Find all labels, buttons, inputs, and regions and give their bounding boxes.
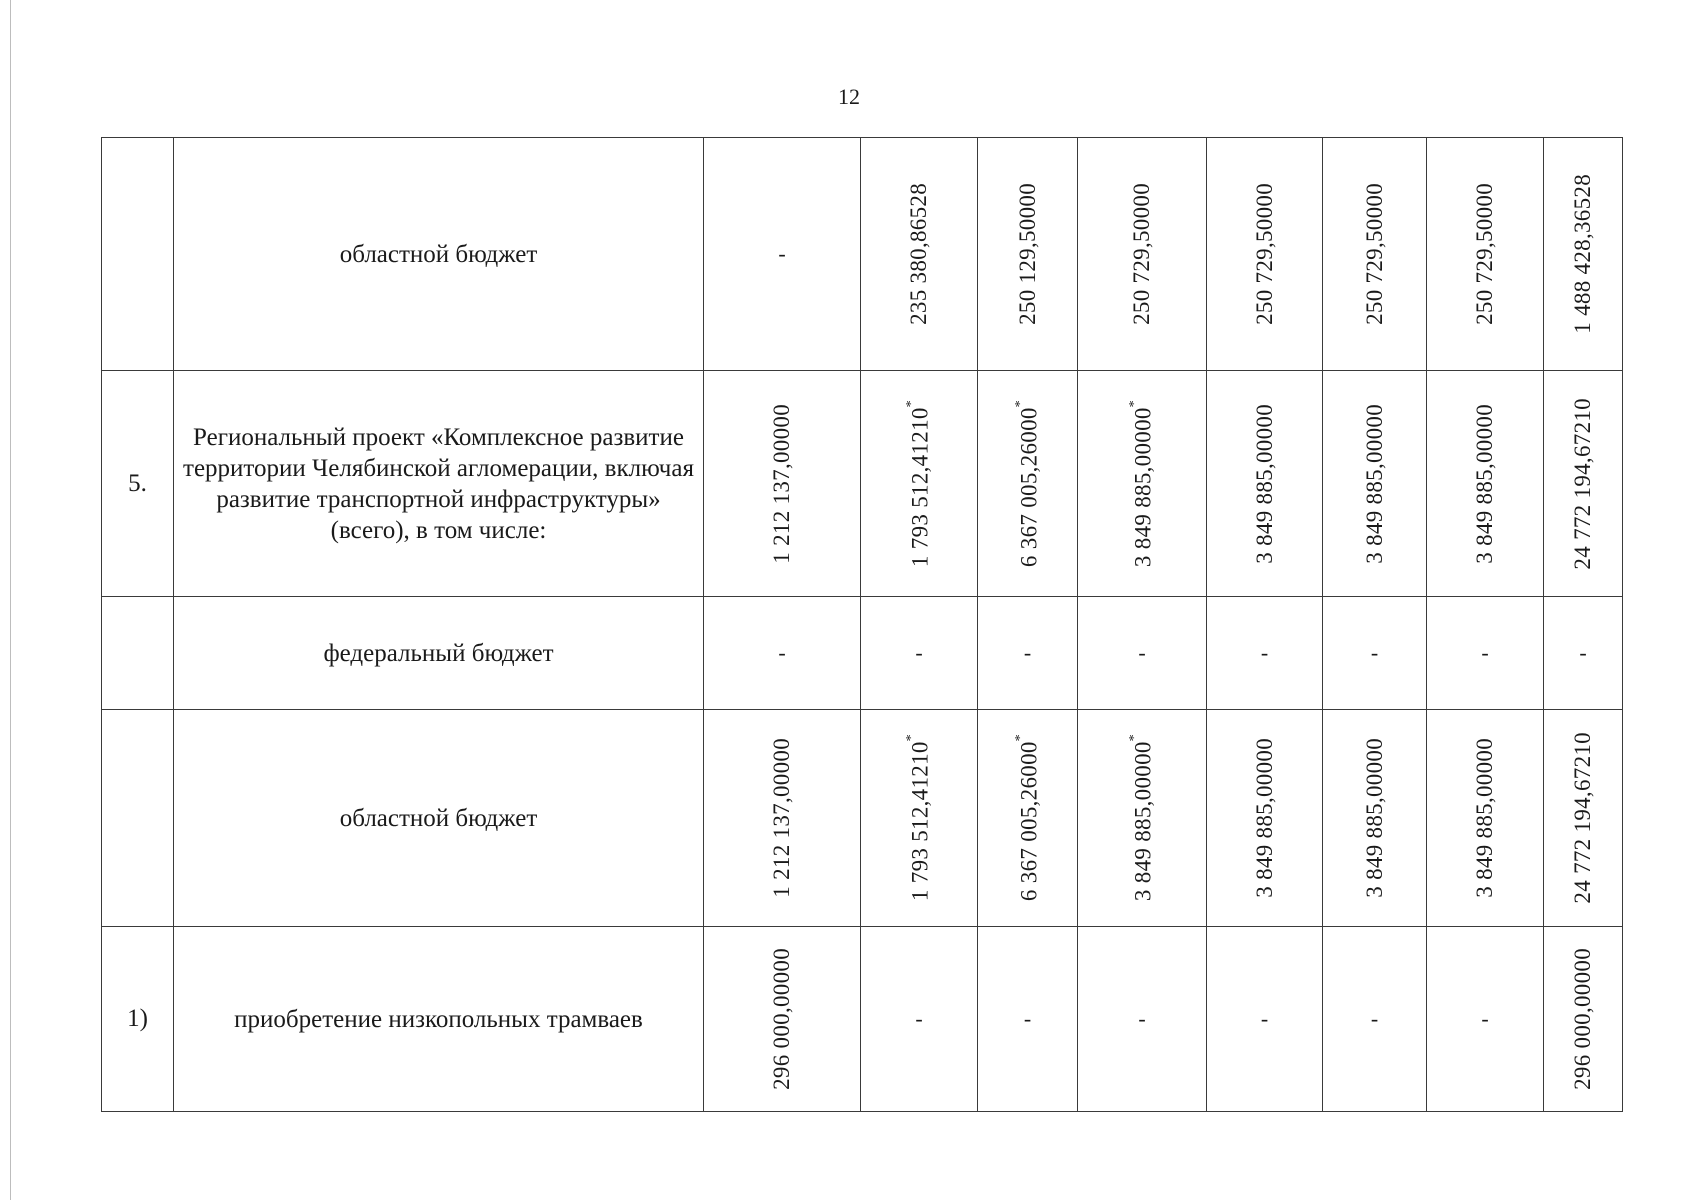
value-number: 6 367 005,26000 bbox=[1016, 741, 1042, 902]
dash-value: - bbox=[1579, 640, 1587, 665]
value-cell bbox=[1427, 371, 1544, 597]
value-number: 250 129,50000 bbox=[1014, 183, 1040, 325]
row-name: Региональный проект «Комплексное развитие территории Челябинской агломерации, включая развитие транспортной инфраструктуры» (всего), в том числе: bbox=[174, 371, 704, 597]
table-row bbox=[102, 371, 1623, 597]
row-number: 5. bbox=[102, 371, 174, 597]
value-cell bbox=[861, 138, 978, 371]
value-cell bbox=[861, 710, 978, 927]
value-number: 296 000,00000 bbox=[769, 948, 794, 1090]
row-name: федеральный бюджет bbox=[174, 597, 704, 710]
value-text bbox=[769, 948, 795, 1090]
value-cell bbox=[1207, 138, 1323, 371]
value-cell bbox=[1427, 138, 1544, 371]
value-text bbox=[1129, 183, 1155, 325]
value-text bbox=[1570, 732, 1596, 904]
dash-value: - bbox=[915, 640, 923, 665]
value-cell bbox=[861, 927, 978, 1112]
value-number: 3 849 885,00000 bbox=[1251, 403, 1277, 564]
row-number: 1) bbox=[102, 927, 174, 1112]
value-cell bbox=[978, 927, 1078, 1112]
value-cell bbox=[1544, 927, 1623, 1112]
value-number: 3 849 885,00000 bbox=[1361, 403, 1387, 564]
table-row bbox=[102, 597, 1623, 710]
row-number bbox=[102, 138, 174, 371]
value-cell bbox=[861, 597, 978, 710]
value-text bbox=[1472, 183, 1498, 325]
footnote-asterisk: * bbox=[904, 399, 920, 408]
value-cell bbox=[978, 138, 1078, 371]
value-number: 1 793 512,41210 bbox=[907, 407, 933, 568]
value-text bbox=[1252, 183, 1278, 325]
row-name: областной бюджет bbox=[174, 710, 704, 927]
dash-value: - bbox=[1370, 1006, 1379, 1031]
value-text bbox=[1570, 398, 1596, 570]
value-cell bbox=[978, 597, 1078, 710]
value-number: 24 772 194,67210 bbox=[1570, 397, 1595, 570]
table-row bbox=[102, 927, 1623, 1112]
value-text bbox=[1252, 738, 1278, 898]
dash-value: - bbox=[1023, 1006, 1032, 1031]
value-cell bbox=[1427, 927, 1544, 1112]
value-number: 3 849 885,00000 bbox=[1361, 738, 1387, 898]
value-cell bbox=[704, 138, 861, 371]
value-cell bbox=[1544, 138, 1623, 371]
value-cell bbox=[704, 371, 861, 597]
budget-table bbox=[101, 137, 1623, 1112]
dash-value: - bbox=[1370, 640, 1379, 665]
value-text bbox=[1013, 400, 1043, 567]
footnote-asterisk: * bbox=[1127, 399, 1143, 408]
dash-value: - bbox=[1138, 1006, 1146, 1031]
value-text bbox=[1252, 404, 1278, 564]
value-cell bbox=[978, 710, 1078, 927]
table-row bbox=[102, 710, 1623, 927]
row-name: приобретение низкопольных трамваев bbox=[174, 927, 704, 1112]
value-cell bbox=[1323, 710, 1427, 927]
value-text bbox=[769, 738, 795, 898]
table-row bbox=[102, 138, 1623, 371]
value-text bbox=[1570, 948, 1596, 1090]
value-number: 1 212 137,00000 bbox=[769, 738, 794, 898]
value-number: 3 849 885,00000 bbox=[1251, 738, 1277, 898]
footnote-asterisk: * bbox=[1012, 399, 1028, 408]
footnote-asterisk: * bbox=[1012, 734, 1028, 742]
value-cell bbox=[978, 371, 1078, 597]
value-number: 1 212 137,00000 bbox=[769, 403, 794, 564]
dash-value: - bbox=[1023, 640, 1032, 665]
value-number: 3 849 885,00000 bbox=[1130, 741, 1156, 902]
value-text bbox=[1362, 404, 1388, 564]
value-text bbox=[906, 183, 932, 325]
value-text bbox=[1472, 404, 1498, 564]
value-number: 3 849 885,00000 bbox=[1130, 407, 1156, 568]
footnote-asterisk: * bbox=[1127, 734, 1143, 742]
value-cell bbox=[704, 710, 861, 927]
value-cell bbox=[1078, 138, 1207, 371]
dash-value: - bbox=[915, 1006, 923, 1031]
dash-value: - bbox=[1481, 1006, 1489, 1031]
value-cell bbox=[704, 597, 861, 710]
value-number: 250 729,50000 bbox=[1251, 183, 1277, 325]
footnote-asterisk: * bbox=[904, 734, 920, 742]
value-cell bbox=[1207, 710, 1323, 927]
value-text bbox=[1127, 734, 1157, 901]
dash-value: - bbox=[778, 241, 786, 266]
value-text bbox=[1362, 183, 1388, 325]
value-text bbox=[904, 400, 934, 567]
page-number: 12 bbox=[838, 84, 860, 109]
value-text bbox=[904, 734, 934, 901]
dash-value: - bbox=[1138, 640, 1146, 665]
value-number: 3 849 885,00000 bbox=[1472, 403, 1497, 564]
value-number: 250 729,50000 bbox=[1129, 183, 1154, 325]
dash-value: - bbox=[1260, 640, 1269, 665]
value-cell bbox=[1427, 597, 1544, 710]
value-cell bbox=[1427, 710, 1544, 927]
dash-value: - bbox=[1481, 640, 1489, 665]
value-cell bbox=[1207, 371, 1323, 597]
value-cell bbox=[1544, 597, 1623, 710]
value-cell bbox=[1207, 597, 1323, 710]
value-number: 6 367 005,26000 bbox=[1016, 407, 1042, 568]
dash-value: - bbox=[1260, 1006, 1269, 1031]
value-text bbox=[1127, 400, 1157, 567]
value-text bbox=[1013, 734, 1043, 901]
value-number: 250 729,50000 bbox=[1472, 183, 1497, 325]
row-number bbox=[102, 710, 174, 927]
value-cell bbox=[1323, 597, 1427, 710]
value-text bbox=[1472, 738, 1498, 898]
value-number: 24 772 194,67210 bbox=[1570, 732, 1595, 904]
value-cell bbox=[1078, 597, 1207, 710]
value-cell bbox=[1323, 927, 1427, 1112]
value-cell bbox=[1544, 710, 1623, 927]
value-cell bbox=[1078, 710, 1207, 927]
value-text bbox=[769, 404, 795, 564]
value-cell bbox=[704, 927, 861, 1112]
row-number bbox=[102, 597, 174, 710]
value-text bbox=[1362, 738, 1388, 898]
dash-value: - bbox=[778, 640, 786, 665]
value-number: 296 000,00000 bbox=[1570, 948, 1595, 1090]
value-cell bbox=[1544, 371, 1623, 597]
value-number: 1 488 428,36528 bbox=[1570, 174, 1595, 334]
value-number: 3 849 885,00000 bbox=[1472, 738, 1497, 898]
page-edge bbox=[10, 0, 11, 1200]
value-cell bbox=[1323, 371, 1427, 597]
value-number: 235 380,86528 bbox=[906, 183, 931, 325]
value-text bbox=[1570, 174, 1596, 334]
value-cell bbox=[1323, 138, 1427, 371]
value-cell bbox=[861, 371, 978, 597]
value-cell bbox=[1078, 371, 1207, 597]
row-name: областной бюджет bbox=[174, 138, 704, 371]
value-number: 1 793 512,41210 bbox=[907, 741, 933, 902]
value-number: 250 729,50000 bbox=[1361, 183, 1387, 325]
value-cell bbox=[1078, 927, 1207, 1112]
value-cell bbox=[1207, 927, 1323, 1112]
value-text bbox=[1015, 183, 1041, 325]
